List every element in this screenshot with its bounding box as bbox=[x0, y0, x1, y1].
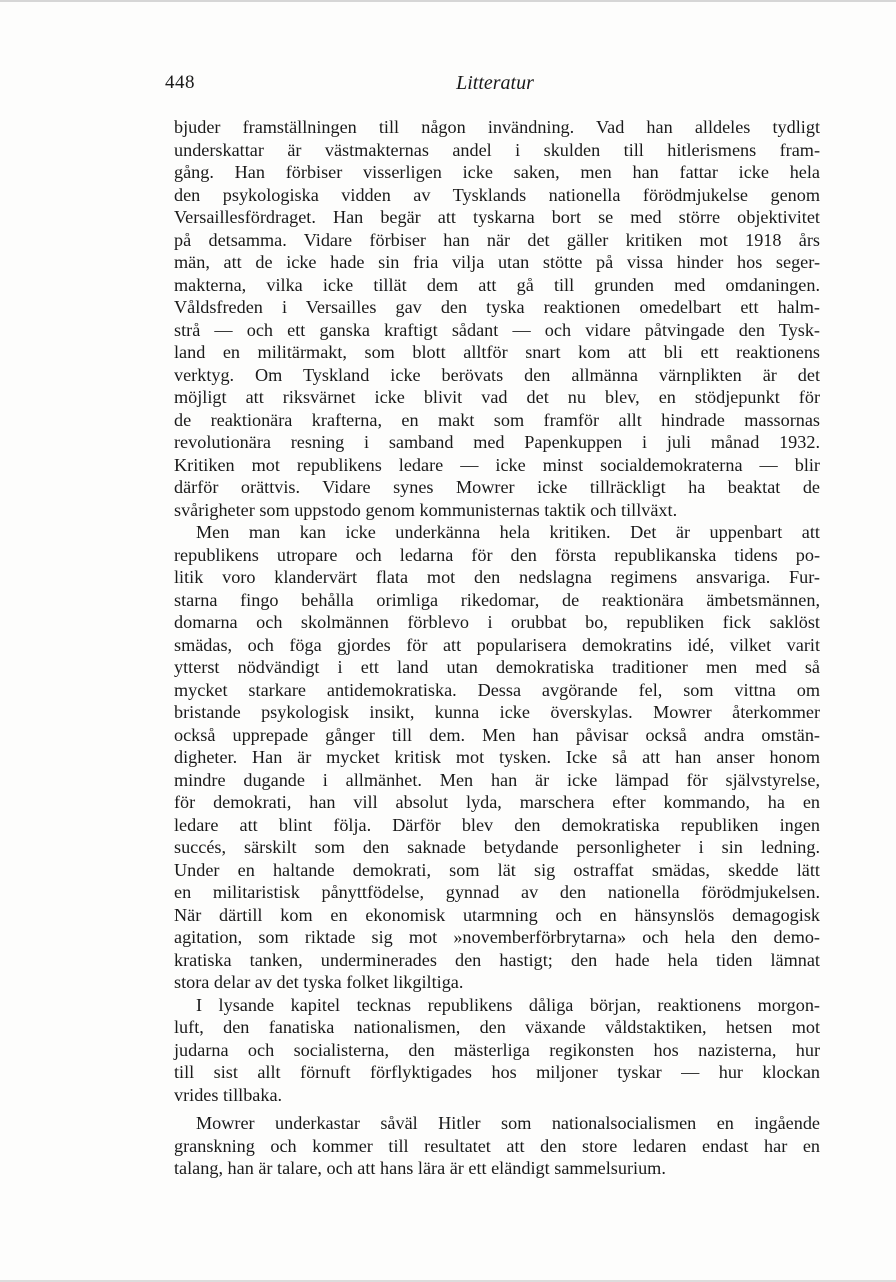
text-line: gång. Han förbiser visserligen icke saken, men han fattar icke hela bbox=[174, 162, 820, 182]
text-line: till sist allt förnuft förflyktigades hos miljoner tyskar — hur klockan bbox=[174, 1062, 820, 1082]
paragraph bbox=[174, 994, 820, 1107]
text-line: Kritiken mot republikens ledare — icke minst socialdemokraterna — blir bbox=[174, 454, 820, 475]
text-line: Versaillesfördraget. Han begär att tyskarna bort se med större objektivitet bbox=[174, 207, 820, 227]
section-title: Litteratur bbox=[456, 72, 534, 94]
text-line: svårigheter som uppstodo genom kommunisternas taktik och tillväxt. bbox=[174, 499, 678, 520]
text-line: När därtill kom en ekonomisk utarmning och en hänsynslös demagogisk bbox=[174, 904, 820, 925]
text-line: män, att de icke hade sin fria vilja utan stötte på vissa hinder hos seger- bbox=[174, 252, 820, 272]
text-line: de reaktionära krafterna, en makt som framför allt hindrade massornas bbox=[174, 409, 820, 430]
text-line: land en militärmakt, som blott alltför snart kom att bli ett reaktionens bbox=[174, 342, 820, 362]
text-line: talang, han är talare, och att hans lära är ett eländigt sammelsurium. bbox=[174, 1158, 666, 1178]
text-line: vrides tillbaka. bbox=[174, 1084, 283, 1105]
text-line: bristande psykologisk insikt, kunna icke överskylas. Mowrer återkommer bbox=[174, 702, 820, 722]
text-line: mindre dugande i allmänhet. Men han är icke lämpad för självstyrelse, bbox=[174, 769, 820, 790]
text-line: Mowrer underkastar såväl Hitler som nationalsocialismen en ingående bbox=[196, 1113, 820, 1133]
text-line: revolutionära resning i samband med Papenkuppen i juli månad 1932. bbox=[174, 432, 820, 452]
running-head bbox=[165, 72, 825, 102]
text-line: verktyg. Om Tyskland icke berövats den allmänna värnplikten är det bbox=[174, 364, 820, 385]
text-line: möjligt att riksvärnet icke blivit vad det nu blev, en stödjepunkt för bbox=[174, 387, 820, 407]
paragraph bbox=[174, 521, 820, 994]
text-line: republikens utropare och ledarna för den första republikanska tidens po- bbox=[174, 544, 820, 565]
text-line: luft, den fanatiska nationalismen, den växande våldstaktiken, hetsen mot bbox=[174, 1017, 820, 1037]
text-line: stora delar av det tyska folket likgiltiga. bbox=[174, 972, 464, 992]
text-line: makterna, vilka icke tillät dem att gå till grunden med omdaningen. bbox=[174, 274, 820, 295]
paragraph bbox=[174, 116, 820, 521]
text-line: för demokrati, han vill absolut lyda, marschera efter kommando, ha en bbox=[174, 792, 820, 812]
text-line: också upprepade gånger till dem. Men han påvisar också andra omstän- bbox=[174, 724, 820, 745]
text-line: därför orättvis. Vidare synes Mowrer icke tillräckligt ha beaktat de bbox=[174, 477, 820, 497]
text-line: judarna och socialisterna, den mästerliga regikonsten hos nazisterna, hur bbox=[174, 1039, 820, 1060]
page-number: 448 bbox=[165, 72, 195, 93]
scan-edge-top bbox=[0, 0, 896, 2]
text-line: den psykologiska vidden av Tysklands nationella förödmjukelse genom bbox=[174, 184, 820, 205]
text-line: succés, särskilt som den saknade betydande personligheter i sin ledning. bbox=[174, 837, 820, 857]
text-line: ledare att blint följa. Därför blev den demokratiska republiken ingen bbox=[174, 814, 820, 835]
text-line: bjuder framställningen till någon invändning. Vad han alldeles tydligt bbox=[174, 117, 820, 137]
text-line: granskning och kommer till resultatet att den store ledaren endast har en bbox=[174, 1135, 820, 1156]
text-line: kratiska tanken, underminerades den hastigt; den hade hela tiden lämnat bbox=[174, 949, 820, 970]
paragraph bbox=[174, 1112, 820, 1180]
text-line: agitation, som riktade sig mot »novemberförbrytarna» och hela den demo- bbox=[174, 927, 820, 947]
text-line: starna fingo behålla orimliga rikedomar, de reaktionära ämbetsmännen, bbox=[174, 589, 820, 610]
text-line: mycket starkare antidemokratiska. Dessa avgörande fel, som vittna om bbox=[174, 679, 820, 700]
text-line: domarna och skolmännen förblevo i orubbat bo, republiken fick saklöst bbox=[174, 612, 820, 632]
text-line: smädas, och föga gjordes för att popularisera demokratins idé, vilket varit bbox=[174, 634, 820, 655]
text-line: Men man kan icke underkänna hela kritiken. Det är uppenbart att bbox=[196, 522, 820, 542]
body-text bbox=[174, 116, 820, 1180]
text-line: på detsamma. Vidare förbiser han när det gäller kritiken mot 1918 års bbox=[174, 229, 820, 250]
text-line: strå — och ett ganska kraftigt sådant — och vidare påtvingade den Tysk- bbox=[174, 319, 820, 340]
text-line: Våldsfreden i Versailles gav den tyska reaktionen omedelbart ett halm- bbox=[174, 297, 820, 317]
text-line: underskattar är västmakternas andel i skulden till hitlerismens fram- bbox=[174, 139, 820, 160]
text-line: Under en haltande demokrati, som lät sig ostraffat smädas, skedde lätt bbox=[174, 859, 820, 880]
text-line: ytterst nödvändigt i ett land utan demokratiska traditioner men med så bbox=[174, 657, 820, 677]
text-line: digheter. Han är mycket kritisk mot tysken. Icke så att han anser honom bbox=[174, 747, 820, 767]
text-line: I lysande kapitel tecknas republikens dåliga början, reaktionens morgon- bbox=[196, 994, 820, 1015]
text-line: litik voro klandervärt flata mot den nedslagna regimens ansvariga. Fur- bbox=[174, 567, 820, 587]
text-line: en militaristisk pånyttfödelse, gynnad av den nationella förödmjukelsen. bbox=[174, 882, 820, 902]
